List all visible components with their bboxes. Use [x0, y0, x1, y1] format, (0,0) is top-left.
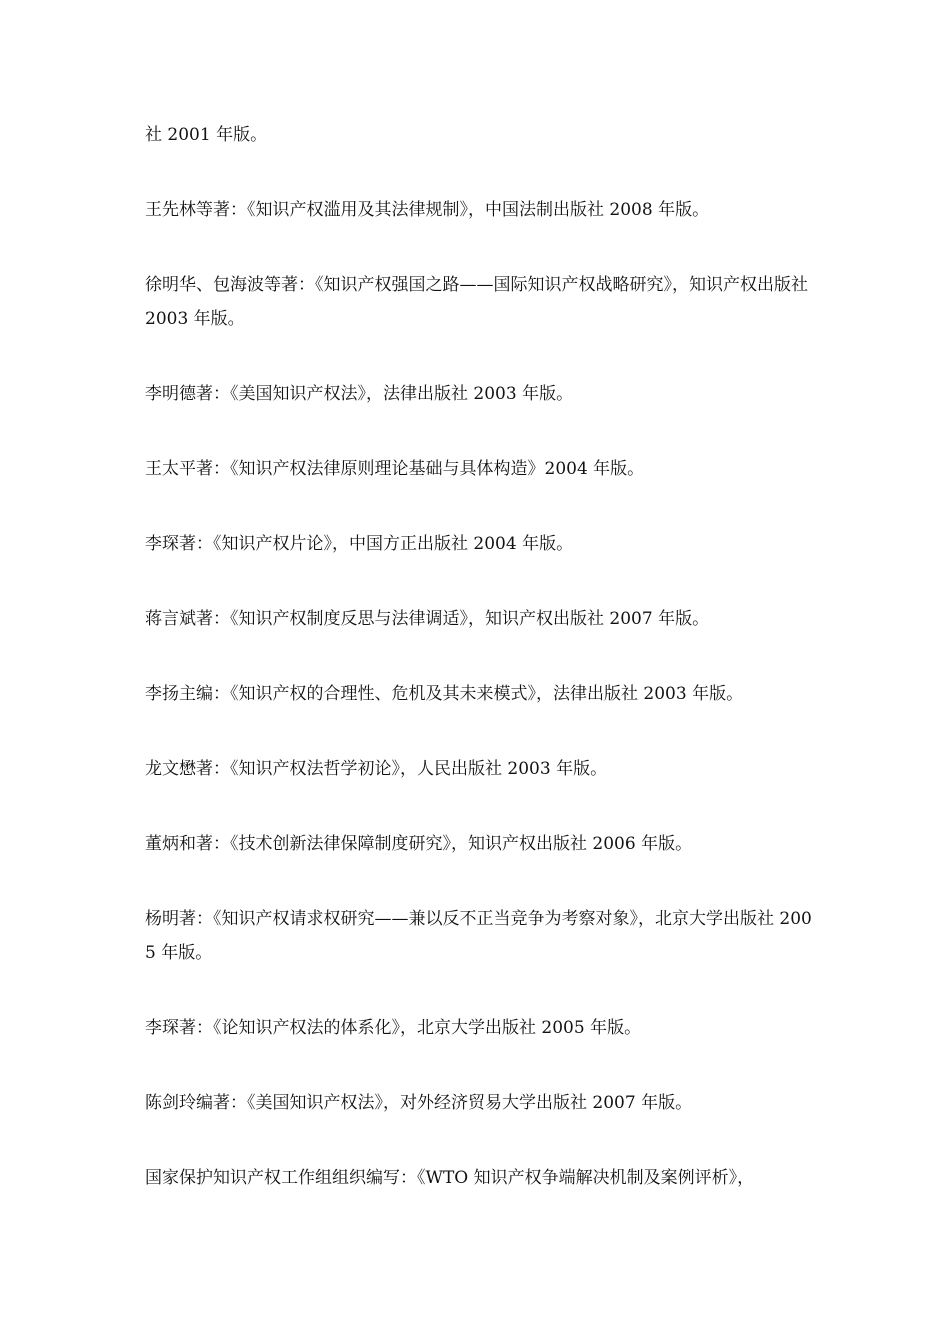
reference-entry: 陈剑玲编著：《美国知识产权法》，对外经济贸易大学出版社 2007 年版。: [145, 1093, 693, 1113]
reference-entry: 董炳和著：《技术创新法律保障制度研究》，知识产权出版社 2006 年版。: [145, 834, 693, 854]
reference-entry: 李扬主编：《知识产权的合理性、危机及其未来模式》，法律出版社 2003 年版。: [145, 684, 744, 704]
reference-entry: 李琛著：《论知识产权法的体系化》，北京大学出版社 2005 年版。: [145, 1018, 642, 1038]
reference-entry: 龙文懋著：《知识产权法哲学初论》，人民出版社 2003 年版。: [145, 759, 608, 779]
reference-entry: 王太平著：《知识产权法律原则理论基础与具体构造》2004 年版。: [145, 459, 645, 479]
reference-entry: 蒋言斌著：《知识产权制度反思与法律调适》，知识产权出版社 2007 年版。: [145, 609, 710, 629]
reference-entry: 社 2001 年版。: [145, 125, 268, 145]
reference-entry: 王先林等著：《知识产权滥用及其法律规制》，中国法制出版社 2008 年版。: [145, 200, 710, 220]
reference-entry: 国家保护知识产权工作组组织编写：《WTO 知识产权争端解决机制及案例评析》，: [145, 1168, 755, 1188]
reference-entry: 李明德著：《美国知识产权法》，法律出版社 2003 年版。: [145, 384, 574, 404]
reference-entry: 李琛著：《知识产权片论》，中国方正出版社 2004 年版。: [145, 534, 574, 554]
reference-entry: 杨明著：《知识产权请求权研究——兼以反不正当竞争为考察对象》，北京大学出版社 2005 年版。: [145, 909, 812, 963]
reference-entry: 徐明华、包海波等著：《知识产权强国之路——国际知识产权战略研究》，知识产权出版社 2003 年版。: [145, 275, 808, 329]
reference-list: [145, 118, 815, 1236]
